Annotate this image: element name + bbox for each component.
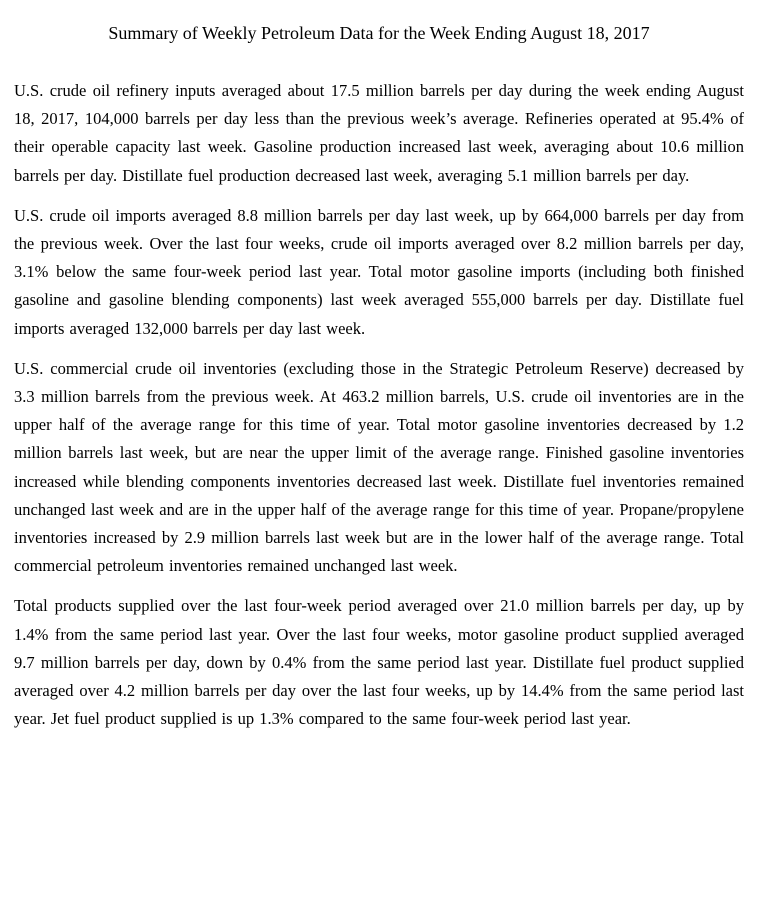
paragraph-products-supplied: Total products supplied over the last four-week period averaged over 21.0 million barrels per day, up by 1.4% from the same period last year. Over the last four weeks, motor gasoline product supplied averaged 9.7 million barrels per day, down by 0.4% from the same period last year. Distillate fuel product supplied averaged over 4.2 million barrels per day over the last four weeks, up by 14.4% from the same period last year. Jet fuel product supplied is up 1.3% compared to the same four-week period last year. [14, 596, 744, 729]
paragraph-inventories: U.S. commercial crude oil inventories (excluding those in the Strategic Petroleum Reserve) decreased by 3.3 million barrels from the previous week. At 463.2 million barrels, U.S. crude oil inventories are in the upper half of the average range for this time of year. Total motor gasoline inventories decreased by 1.2 million barrels last week, but are near the upper limit of the average range. Finished gasoline inventories increased while blending components inventories decreased last week. Distillate fuel inventories remained unchanged last week and are in the upper half of the average range for this time of year. Propane/propylene inventories increased by 2.9 million barrels last week but are in the lower half of the average range. Total commercial petroleum inventories remained unchanged last week. [14, 358, 744, 576]
paragraph-crude-imports: U.S. crude oil imports averaged 8.8 million barrels per day last week, up by 664,000 barrels per day from the previous week. Over the last four weeks, crude oil imports averaged over 8.2 million barrels per day, 3.1% below the same four-week period last year. Total motor gasoline imports (including both finished gasoline and gasoline blending components) last week averaged 555,000 barrels per day. Distillate fuel imports averaged 132,000 barrels per day last week. [14, 205, 744, 338]
document-title: Summary of Weekly Petroleum Data for the Week Ending August 18, 2017 [108, 23, 650, 43]
paragraph-refinery-inputs: U.S. crude oil refinery inputs averaged about 17.5 million barrels per day during the week ending August 18, 2017, 104,000 barrels per day less than the previous week’s average. Refineries operated at 95.4% of their operable capacity last week. Gasoline production increased last week, averaging about 10.6 million barrels per day. Distillate fuel production decreased last week, averaging 5.1 million barrels per day. [14, 81, 744, 185]
